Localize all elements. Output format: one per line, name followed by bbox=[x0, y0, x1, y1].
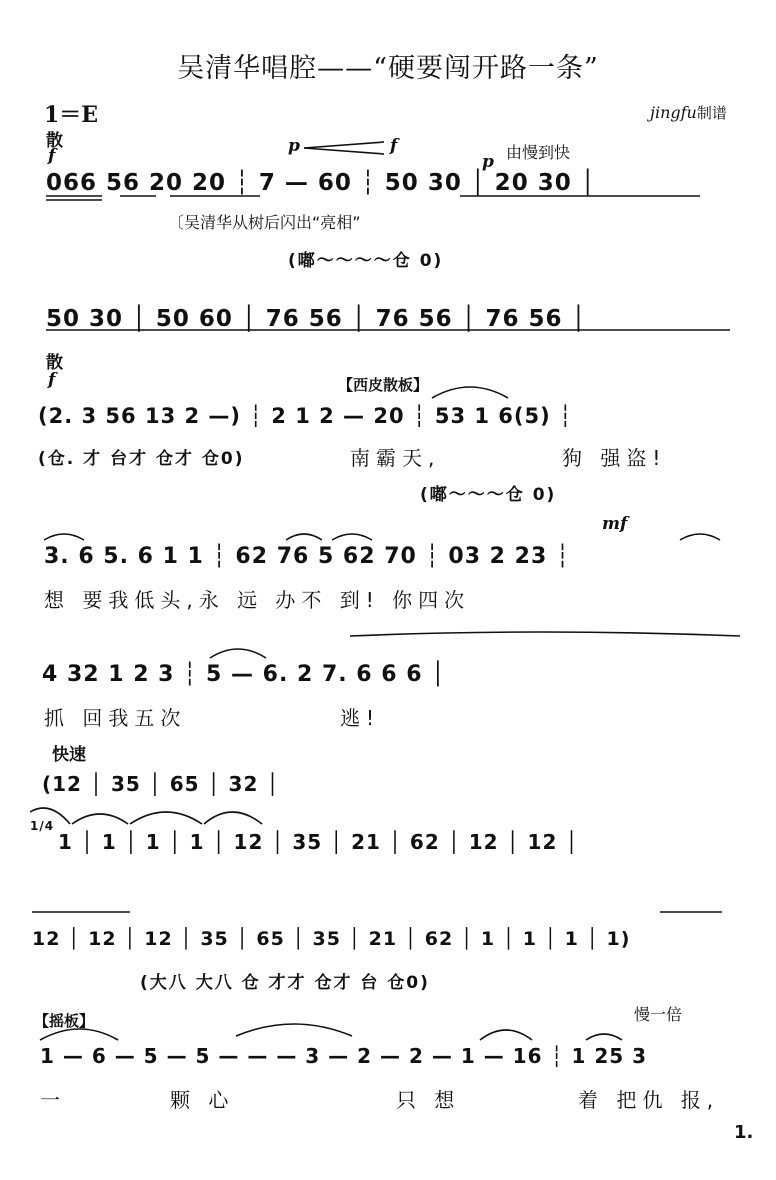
slur bbox=[44, 534, 84, 540]
slur bbox=[350, 632, 740, 636]
lyrics-8a: 一 bbox=[40, 1088, 66, 1112]
percussion-line-7: (大八 大八 仓 才才 仓才 台 仓0) bbox=[140, 973, 430, 993]
slur bbox=[480, 1030, 532, 1040]
dynamic-mf: mf bbox=[602, 514, 628, 534]
percussion-line-1: (嘟～～～～仓 0) bbox=[288, 251, 444, 271]
notation-line-3: (2. 3 56 13 2 —) ┆ 2 1 2 — 20 ┆ 53 1 6(5) ┆ bbox=[38, 404, 573, 428]
tempo-change-2: 慢一倍 bbox=[634, 1005, 683, 1024]
dynamic-f: f bbox=[48, 146, 56, 166]
hairpin-line bbox=[304, 148, 384, 154]
notation-line-5: 4 32 1 2 3 ┆ 5 — 6. 2 7. 6 6 6 │ bbox=[42, 662, 446, 687]
notation-line-8: 1 — 6 — 5 — 5 — — — 3 — 2 — 2 — 1 — 16 ┆ 1 25 3 bbox=[40, 1044, 648, 1068]
lyrics-5b: 逃! bbox=[340, 706, 381, 730]
lyrics-8d: 着 把仇 报, bbox=[578, 1088, 720, 1112]
tempo-change: 由慢到快 bbox=[506, 143, 571, 162]
tempo-mark-free-2: 散 bbox=[46, 353, 63, 373]
tempo-mark-free: 散 bbox=[46, 131, 63, 151]
slur bbox=[40, 1029, 118, 1040]
lyrics-3b: 狗 强盗! bbox=[562, 446, 667, 470]
percussion-line-3b: (嘟～～～仓 0) bbox=[420, 485, 557, 505]
notation-line-1: 066 56 20 20 ┆ 7 — 60 ┆ 50 30 │ 20 30 │ bbox=[46, 170, 596, 196]
slur bbox=[432, 387, 508, 398]
lyrics-8b: 颗 心 bbox=[170, 1088, 235, 1112]
tie bbox=[30, 808, 70, 824]
dynamic-p-2: p bbox=[482, 152, 494, 172]
dynamic-f-2: f bbox=[390, 136, 398, 156]
slur bbox=[586, 1034, 622, 1040]
page-title: 吴清华唱腔——“硬要闯开路一条” bbox=[177, 53, 599, 84]
dynamic-f-3: f bbox=[48, 370, 56, 390]
page-number: 1. bbox=[734, 1122, 754, 1143]
section-label-xipi: 【西皮散板】 bbox=[338, 376, 429, 394]
notation-line-6: 1 │ 1 │ 1 │ 1 │ 12 │ 35 │ 21 │ 62 │ 12 │ 12 │ bbox=[58, 830, 579, 854]
tie bbox=[204, 812, 262, 824]
dynamic-p: p bbox=[288, 136, 300, 156]
lyrics-5a: 抓 回我五次 bbox=[44, 706, 187, 730]
tie bbox=[130, 812, 202, 824]
credit-suffix: 制谱 bbox=[696, 104, 727, 122]
meter-1-4: 1/4 bbox=[30, 819, 55, 833]
slur bbox=[680, 534, 720, 540]
stage-direction: 〔吴清华从树后闪出“亮相” bbox=[168, 213, 361, 232]
percussion-line-3: (仓. 才 台才 仓才 仓0) bbox=[38, 449, 245, 469]
hairpin-line bbox=[304, 142, 384, 148]
slur bbox=[332, 534, 372, 540]
tempo-mark-fast: 快速 bbox=[52, 745, 86, 765]
notation-upper-6: (12 │ 35 │ 65 │ 32 │ bbox=[42, 772, 280, 796]
slur bbox=[210, 649, 266, 658]
notation-line-4: 3. 6 5. 6 1 1 ┆ 62 76 5 62 70 ┆ 03 2 23 ┆ bbox=[44, 544, 571, 569]
notation-line-2: 50 30 │ 50 60 │ 76 56 │ 76 56 │ 76 56 │ bbox=[46, 306, 587, 332]
credit-name: jingfu bbox=[650, 103, 697, 122]
slur bbox=[286, 534, 322, 540]
lyrics-8c: 只 想 bbox=[396, 1088, 461, 1112]
slur bbox=[236, 1024, 352, 1036]
tie bbox=[72, 814, 128, 824]
notation-line-7: 12 │ 12 │ 12 │ 35 │ 65 │ 35 │ 21 │ 62 │ 1 │ 1 │ 1 │ 1) bbox=[32, 928, 631, 950]
section-label-yaoban: 【摇板】 bbox=[34, 1012, 95, 1030]
lyrics-3a: 南霸天, bbox=[350, 446, 441, 470]
key-signature: 1＝E bbox=[44, 102, 99, 128]
lyrics-4: 想 要我低头,永 远 办不 到! 你四次 bbox=[44, 588, 471, 612]
